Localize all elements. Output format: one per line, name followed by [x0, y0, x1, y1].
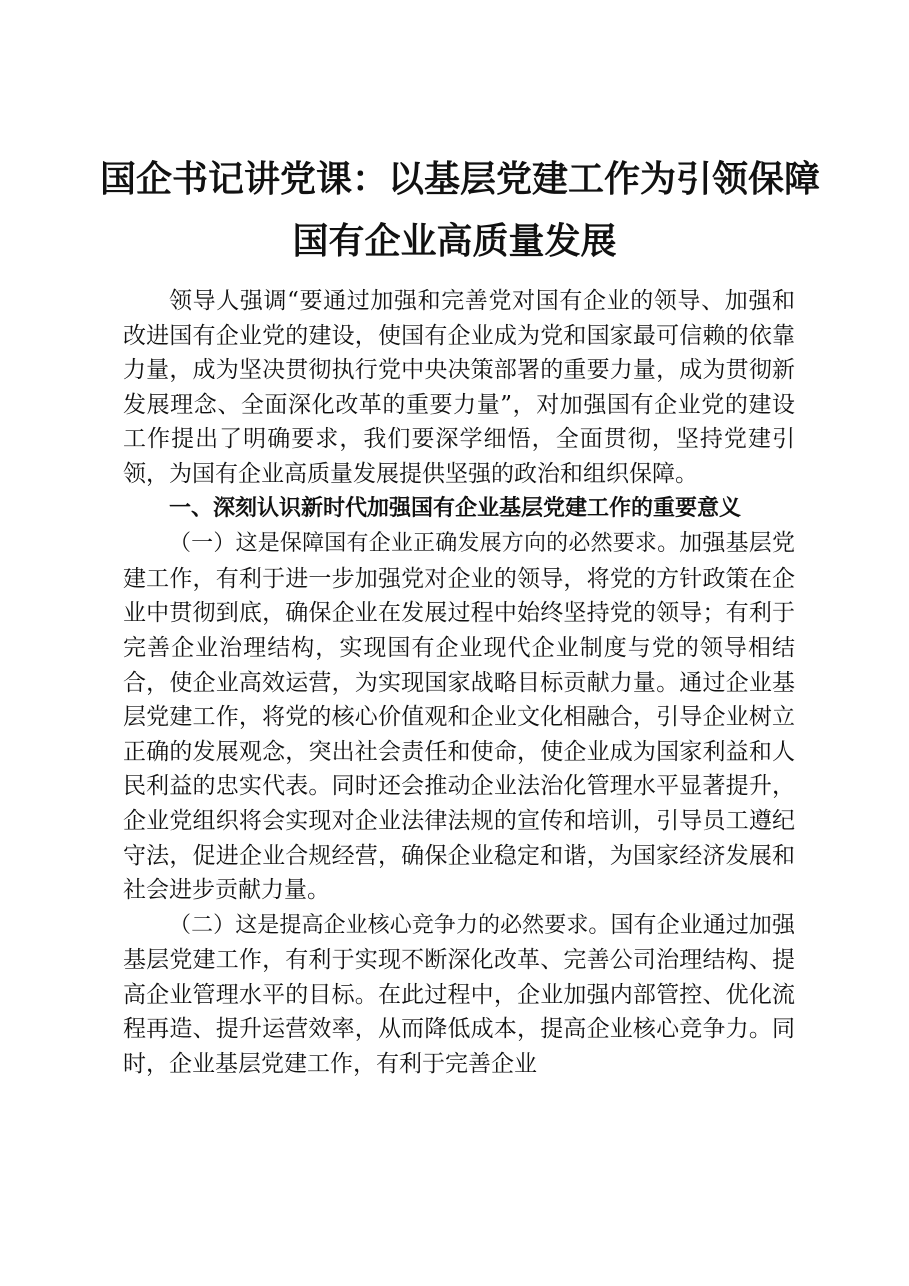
document-title-line-2: 国有企业高质量发展: [292, 221, 617, 262]
point-lead-2: （二）这是提高企业核心竞争力的必然要求。: [169, 912, 611, 938]
section-heading: 一、深刻认识新时代加强国有企业基层党建工作的重要意义: [169, 495, 742, 521]
document-title-line-1: 国企书记讲党课：以基层党建工作为引领保障: [100, 159, 821, 200]
point-paragraph-1: [123, 526, 795, 908]
document-body: [123, 284, 795, 1082]
point-body-2: 国有企业通过加强基层党建工作，有利于实现不断深化改革、完善公司治理结构、提高企业管理水平的目标。在此过程中，企业加强内部管控、优化流程再造、提升运营效率，从而降低成本，提高企业核心竞争力。同时，企业基层党建工作，有利于完善企业: [123, 911, 795, 1078]
intro-paragraph: 领导人强调“要通过加强和完善党对国有企业的领导、加强和改进国有企业党的建设，使国有企业成为党和国家最可信赖的依靠力量，成为坚决贯彻执行党中央决策部署的重要力量，成为贯彻新发展理念、全面深化改革的重要力量”，对加强国有企业党的建设工作提出了明确要求，我们要深学细悟，全面贯彻，坚持党建引领，为国有企业高质量发展提供坚强的政治和组织保障。: [123, 288, 795, 487]
point-body-1: 加强基层党建工作，有利于进一步加强党对企业的领导，将党的方针政策在企业中贯彻到底，确保企业在发展过程中始终坚持党的领导；有利于完善企业治理结构，实现国有企业现代企业制度与党的领导相结合，使企业高效运营，为实现国家战略目标贡献力量。通过企业基层党建工作，将党的核心价值观和企业文化相融合，引导企业树立正确的发展观念，突出社会责任和使命，使企业成为国家利益和人民利益的忠实代表。同时还会推动企业法治化管理水平显著提升，企业党组织将会实现对企业法律法规的宣传和培训，引导员工遵纪守法，促进企业合规经营，确保企业稳定和谐，为国家经济发展和社会进步贡献力量。: [123, 530, 795, 904]
point-lead-1: （一）这是保障国有企业正确发展方向的必然要求。: [169, 531, 680, 557]
point-paragraph-2: [123, 908, 795, 1082]
